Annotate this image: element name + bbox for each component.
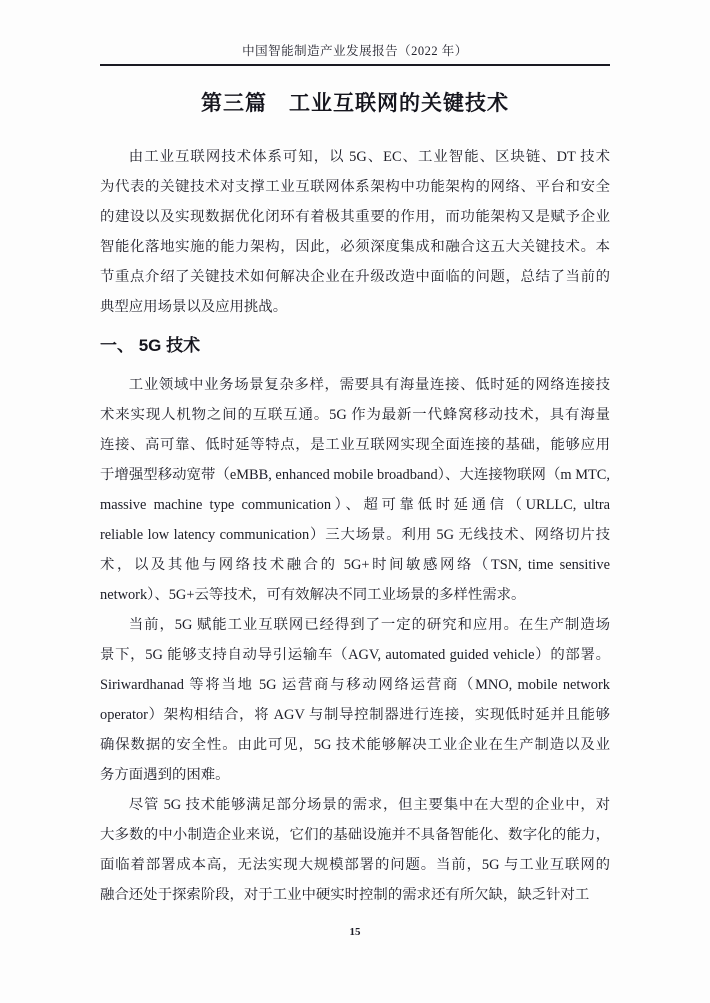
- page-footer: [0, 922, 710, 940]
- text-line: Siriwardhanad 等将当地 5G 运营商与移动网络运营商（MNO, mobile network: [100, 677, 610, 693]
- text-line: 确保数据的安全性。由此可见，5G 技术能够解决工业企业在生产制造以及业: [100, 737, 610, 753]
- paragraph: [100, 142, 610, 322]
- text-line: 务方面遇到的困难。: [100, 767, 230, 783]
- text-line: 尽管 5G 技术能够满足部分场景的需求，但主要集中在大型的企业中，对: [128, 797, 610, 813]
- page-content-area: [100, 0, 610, 910]
- text-line: 融合还处于探索阶段，对于工业中硬实时控制的需求还有所欠缺，缺乏针对工: [100, 887, 590, 903]
- text-line: 于增强型移动宽带（eMBB, enhanced mobile broadband）、大连接物联网（m MTC,: [100, 467, 610, 483]
- text-line: network）、5G+云等技术，可有效解决不同工业场景的多样性需求。: [100, 587, 526, 603]
- text-line: 的建设以及实现数据优化闭环有着极其重要的作用，而功能架构又是赋予企业: [100, 209, 610, 225]
- text-line: massive machine type communication）、超可靠低时延通信（URLLC, ultra: [100, 497, 610, 513]
- text-line: 大多数的中小制造企业来说，它们的基础设施并不具备智能化、数字化的能力，: [100, 827, 610, 843]
- text-line: 当前，5G 赋能工业互联网已经得到了一定的研究和应用。在生产制造场: [128, 617, 610, 633]
- page-header: [100, 0, 610, 66]
- text-line: 术来实现人机物之间的互联互通。5G 作为最新一代蜂窝移动技术，具有海量: [100, 407, 610, 423]
- page-number: 15: [349, 926, 361, 938]
- text-line: 工业领域中业务场景复杂多样，需要具有海量连接、低时延的网络连接技: [128, 377, 610, 393]
- text-line: 术，以及其他与网络技术融合的 5G+时间敏感网络（TSN, time sensitive: [100, 557, 610, 573]
- paragraph: [100, 370, 610, 610]
- text-line: 景下，5G 能够支持自动导引运输车（AGV, automated guided vehicle）的部署。: [100, 647, 610, 663]
- text-line: 由工业互联网技术体系可知，以 5G、EC、工业智能、区块链、DT 技术: [128, 149, 610, 165]
- text-line: 智能化落地实施的能力架构，因此，必须深度集成和融合这五大关键技术。本: [100, 239, 610, 255]
- page-title: 第三篇 工业互联网的关键技术: [201, 92, 509, 115]
- text-line: 典型应用场景以及应用挑战。: [100, 299, 288, 315]
- text-line: operator）架构相结合，将 AGV 与制导控制器进行连接，实现低时延并且能够: [100, 707, 610, 723]
- document-body: [100, 142, 610, 910]
- text-line: 连接、高可靠、低时延等特点，是工业互联网实现全面连接的基础，能够应用: [100, 437, 610, 453]
- running-header-title: 中国智能制造产业发展报告（2022 年）: [242, 44, 468, 58]
- text-line: 为代表的关键技术对支撑工业互联网体系架构中功能架构的网络、平台和安全: [100, 179, 610, 195]
- text-line: reliable low latency communication）三大场景。利用 5G 无线技术、网络切片技: [100, 527, 610, 543]
- text-line: 面临着部署成本高，无法实现大规模部署的问题。当前，5G 与工业互联网的: [100, 857, 610, 873]
- paragraph: [100, 610, 610, 790]
- section-heading: 一、 5G 技术: [100, 336, 201, 355]
- text-line: 节重点介绍了关键技术如何解决企业在升级改造中面临的问题，总结了当前的: [100, 269, 610, 285]
- paragraph: [100, 790, 610, 910]
